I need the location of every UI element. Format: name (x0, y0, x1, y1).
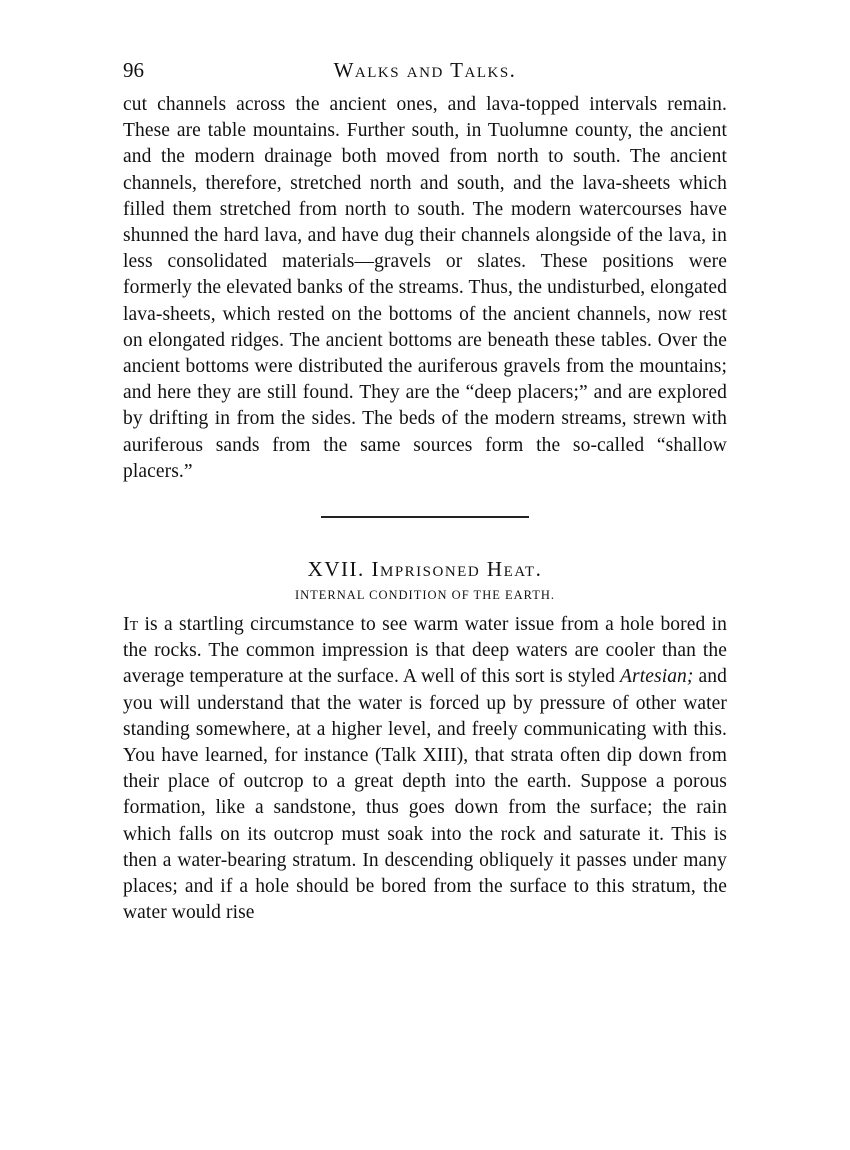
continued-paragraph-block (123, 92, 727, 485)
book-page (123, 58, 727, 926)
continued-paragraph: cut channels across the ancient ones, and lava-topped intervals remain. These are table mountains. Further south, in Tuolumne county, the ancient and the modern drainage both moved from north to south. The ancient channels, therefore, stretched north and south, and the lava-sheets which filled them stretched from north to south. The modern watercourses have shunned the hard lava, and have dug their channels alongside of the lava, in less consolidated materials—gravels or slates. These positions were formerly the elevated banks of the streams. Thus, the undisturbed, elongated lava-sheets, which rested on the bottoms of the ancient channels, now rest on elongated ridges. The ancient bottoms are beneath these tables. Over the ancient bottoms were distributed the auriferous gravels from the mountains; and here they are still found. They are the “deep placers;” and are explored by drifting in from the sides. The beds of the modern streams, strewn with auriferous sands from the same sources form the so-called “shallow placers.” (123, 94, 727, 482)
paragraph-text-part-1: is a startling circumstance to see warm water issue from a hole bored in the rocks. The common impression is that deep waters are cooler than the average temperature at the surface. A well of this sort is styled (123, 614, 727, 688)
section-divider-rule (321, 516, 529, 518)
section-title: XVII. Imprisoned Heat. (307, 557, 543, 582)
page-number: 96 (123, 58, 144, 82)
section-subtitle: INTERNAL CONDITION OF THE EARTH. (294, 588, 556, 603)
paragraph-text-part-2: and you will understand that the water is forced up by pressure of other water standing somewhere, at a higher level, and freely communicating with this. You have learned, for instance (Talk XIII), that strata often dip down from their place of outcrop to a great depth into the earth. Suppose a porous formation, like a sandstone, thus goes down from the surface; the rain which falls on its outcrop must soak into the rock and saturate it. This is then a water-bearing stratum. In descending obliquely it passes under many places; and if a hole should be bored from the surface to this stratum, the water would rise (123, 666, 727, 924)
section-paragraph (123, 612, 727, 926)
running-title: Walks and Talks. (333, 58, 517, 82)
italic-term: Artesian; (620, 666, 694, 688)
running-head (123, 58, 727, 92)
lead-word: It (123, 614, 139, 636)
section-body (123, 612, 727, 926)
